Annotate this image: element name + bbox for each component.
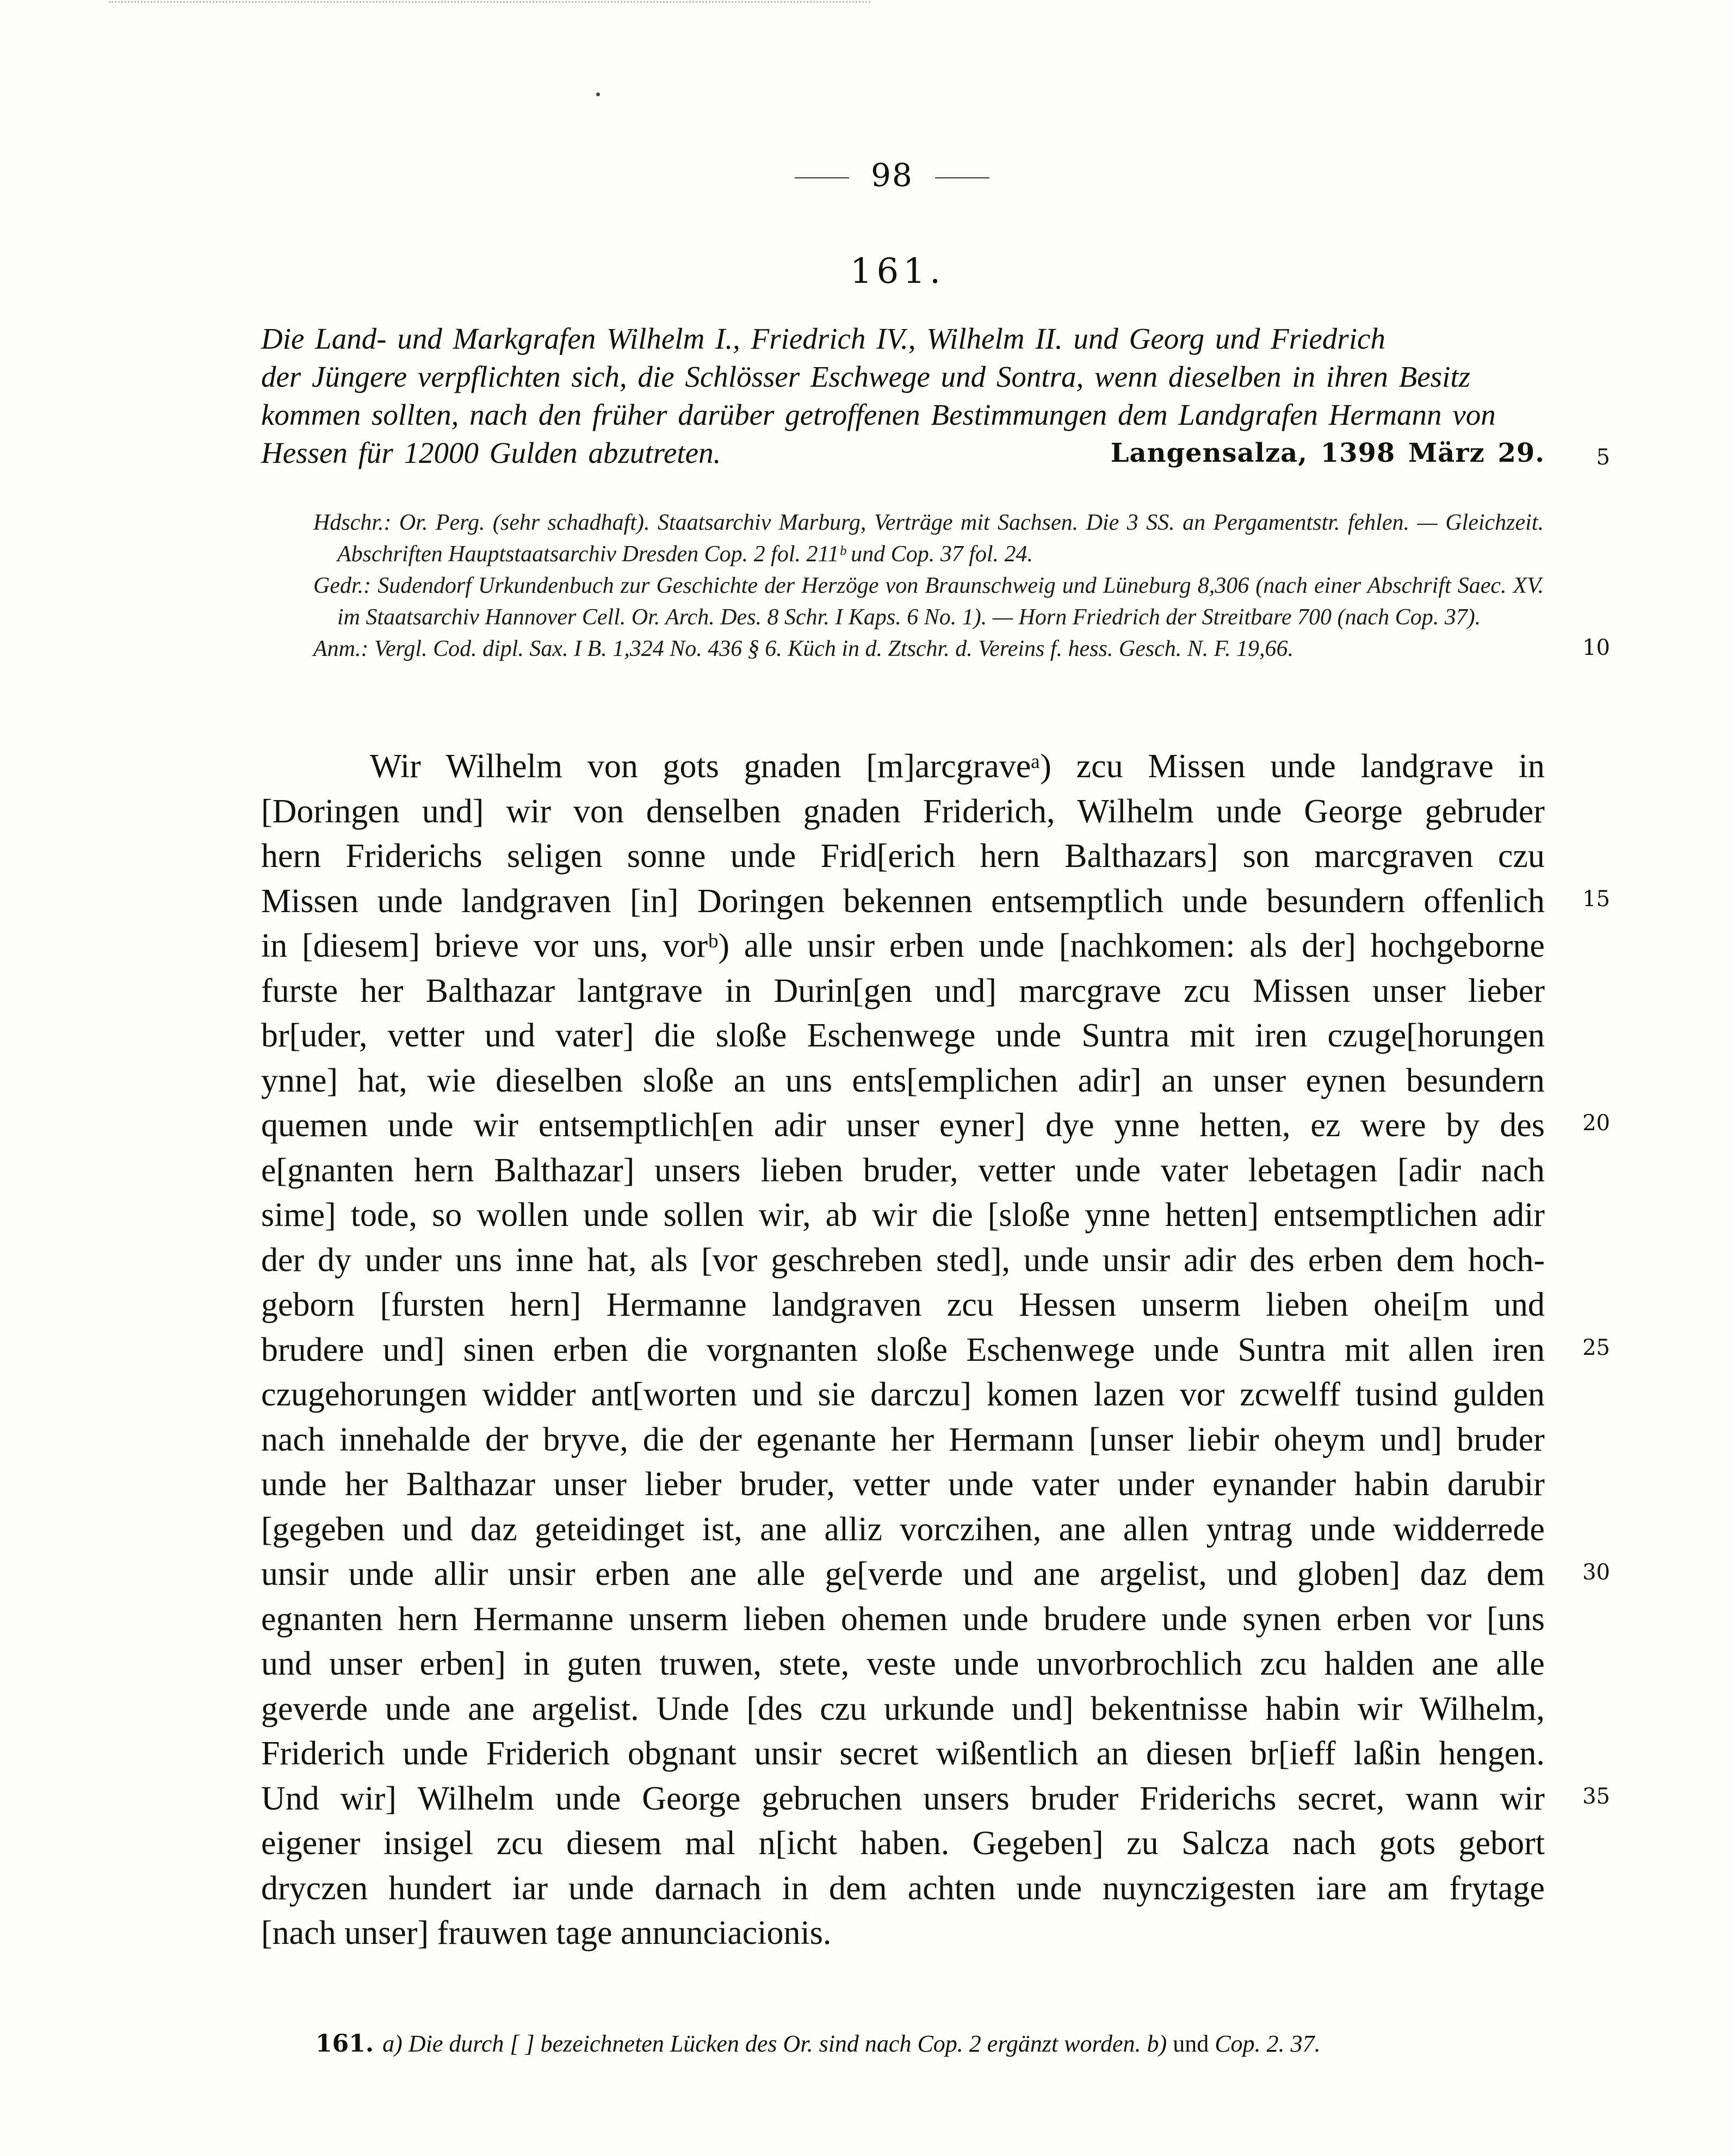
line-number: 30 <box>1582 1560 1610 1585</box>
text-line: egnanten hern Hermanne unserm lieben ohemen unde brudere unde synen erben vor [uns <box>261 1600 1545 1638</box>
dateline: Langensalza, 1398 März 29. <box>1110 438 1545 468</box>
footnote-a: a) Die durch [ ] bezeichneten Lücken des Or. sind nach Cop. 2 ergänzt worden. <box>382 2030 1141 2057</box>
text-line: furste her Balthazar lantgrave in Durin[gen und] marcgrave zcu Missen unser lieber <box>261 972 1545 1009</box>
text-line: eigener insigel zcu diesem mal n[icht haben. Gegeben] zu Salcza nach gots gebort <box>261 1825 1545 1862</box>
footnote <box>315 2028 1567 2060</box>
text-line: sime] tode, so wollen unde sollen wir, ab wir die [sloße ynne hetten] entsemptlichen adir <box>261 1197 1545 1234</box>
page-number <box>751 157 1033 194</box>
text-line: brudere und] sinen erben die vorgnanten sloße Eschenwege unde Suntra mit allen iren <box>261 1331 1545 1368</box>
text-line: hern Friderichs seligen sonne unde Frid[erich hern Balthazars] son marcgraven czu <box>261 838 1545 875</box>
text-line: geborn [fursten hern] Hermanne landgraven zcu Hessen unserm lieben ohei[m und <box>261 1286 1545 1323</box>
text-line: Und wir] Wilhelm unde George gebruchen unsers bruder Friderichs secret, wann wir <box>261 1780 1545 1817</box>
line-number: 5 <box>1596 445 1610 470</box>
line-number: 15 <box>1582 887 1610 912</box>
text-line: ynne] hat, wie dieselben sloße an uns ents[emplichen adir] an unser eynen besundern <box>261 1062 1545 1099</box>
line-number: 35 <box>1582 1784 1610 1809</box>
line-number: 20 <box>1582 1111 1610 1136</box>
dash-right <box>935 177 989 178</box>
text-line: Missen unde landgraven [in] Doringen bekennen entsemptlich unde besundern offenlich <box>261 882 1545 920</box>
footnote-b-label: b) <box>1147 2030 1167 2057</box>
text-line: und unser erben] in guten truwen, stete, veste unde unvorbrochlich zcu halden ane alle <box>261 1645 1545 1682</box>
page-number-text: 98 <box>871 157 913 194</box>
regest-line: Die Land- und Markgrafen Wilhelm I., Friedrich IV., Wilhelm II. und Georg und Friedrich <box>261 322 1385 355</box>
text-line: der dy under uns inne hat, als [vor geschreben sted], unde unsir adir des erben dem hoch- <box>261 1241 1545 1279</box>
text-line: [nach unser] frauwen tage annunciacionis. <box>261 1915 832 1951</box>
text-line: unsir unde allir unsir erben ane alle ge[verde und ane argelist, und globen] daz dem <box>261 1556 1545 1593</box>
line-number: 10 <box>1582 635 1610 660</box>
text-line: [Doringen und] wir von denselben gnaden Friderich, Wilhelm unde George gebruder <box>261 792 1545 830</box>
text-line: [gegeben und daz geteidinget ist, ane alliz vorczihen, ane allen yntrag unde widderrede <box>261 1510 1545 1548</box>
regest-last-line <box>261 434 1545 472</box>
apparatus-anm: Anm.: Vergl. Cod. dipl. Sax. I B. 1,324 No. 436 § 6. Küch in d. Ztschr. d. Vereins f. hess. Gesch. N. F. 19,66. <box>313 636 1294 661</box>
footnote-b-ref: Cop. 2. 37. <box>1215 2030 1321 2057</box>
text-line: Friderich unde Friderich obgnant unsir secret wißentlich an diesen br[ieff laßin hengen. <box>261 1735 1545 1772</box>
text-line: geverde unde ane argelist. Unde [des czu urkunde und] bekentnisse habin wir Wilhelm, <box>261 1690 1545 1727</box>
apparatus <box>313 507 1544 665</box>
line-number: 25 <box>1582 1335 1610 1360</box>
top-border-dots <box>109 1 870 3</box>
text-line: quemen unde wir entsemptlich[en adir unser eyner] dye ynne hetten, ez were by des <box>261 1107 1545 1144</box>
text-line: czugehorungen widder ant[worten und sie darczu] komen lazen vor zcwelff tusind gulden <box>261 1376 1545 1413</box>
speck-mark <box>596 92 600 96</box>
footnote-b-und: und <box>1173 2030 1209 2057</box>
text-line: br[uder, vetter und vater] die sloße Eschenwege unde Suntra mit iren czuge[horungen <box>261 1017 1545 1054</box>
regest-line: Hessen für 12000 Gulden abzutreten. <box>261 436 721 469</box>
text-line: e[gnanten hern Balthazar] unsers lieben bruder, vetter unde vater lebetagen [adir nach <box>261 1151 1545 1189</box>
charter-text <box>261 744 1545 1956</box>
apparatus-hdschr: Hdschr.: Or. Perg. (sehr schadhaft). Staatsarchiv Marburg, Verträge mit Sachsen. Die 3 SS. an Pergamentstr. fehlen. — Gleichzeit. Abschriften Hauptstaatsarchiv Dresden Cop. 2 fol. 211ᵇ und Cop. 37 fol. 24. <box>313 510 1544 567</box>
regest-line: der Jüngere verpflichten sich, die Schlösser Eschwege und Sontra, wenn dieselben in ihren Besitz <box>261 360 1471 393</box>
text-line: unde her Balthazar unser lieber bruder, vetter unde vater under eynander habin darubir <box>261 1466 1545 1503</box>
regest-line: kommen sollten, nach den früher darüber getroffenen Bestimmungen dem Landgrafen Hermann von <box>261 398 1496 431</box>
text-line: nach innehalde der bryve, die der egenante her Hermann [unser liebir oheym und] bruder <box>261 1421 1545 1458</box>
text-line: dryczen hundert iar unde darnach in dem achten unde nuynczigesten iare am frytage <box>261 1869 1545 1907</box>
text-line: in [diesem] brieve vor uns, vorᵇ) alle unsir erben unde [nachkomen: als der] hochgeborne <box>261 927 1545 964</box>
regest <box>261 320 1545 472</box>
dash-left <box>795 177 849 178</box>
footnote-number: 161. <box>315 2030 374 2058</box>
document-number: 161. <box>850 251 945 292</box>
text-line: Wir Wilhelm von gots gnaden [m]arcgraveᵃ) zcu Missen unde landgrave in <box>370 748 1545 785</box>
apparatus-gedr: Gedr.: Sudendorf Urkundenbuch zur Geschichte der Herzöge von Braunschweig und Lüneburg 8,306 (nach einer Abschrift Saec. XV. im Staatsarchiv Hannover Cell. Or. Arch. Des. 8 Schr. I Kaps. 6 No. 1). — Horn Friedrich der Streitbare 700 (nach Cop. 37). <box>313 573 1544 630</box>
